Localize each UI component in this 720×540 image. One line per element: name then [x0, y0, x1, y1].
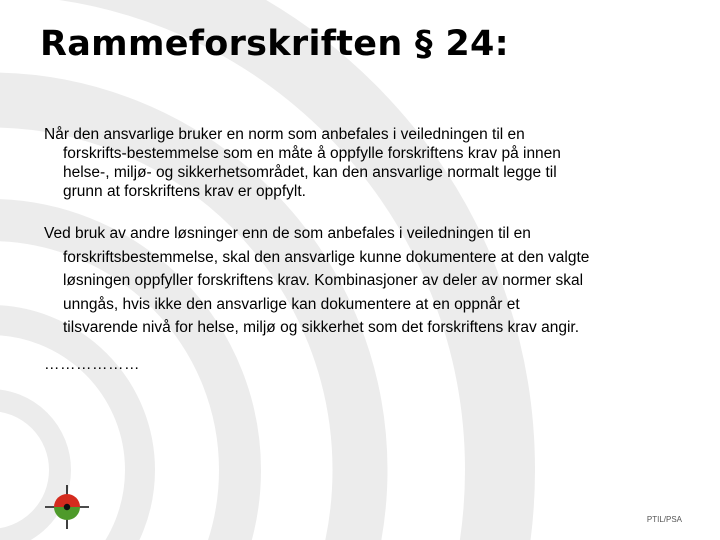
paragraph-line: grunn at forskriftens krav er oppfylt.	[63, 183, 306, 200]
footer-code: PTIL/PSA	[646, 515, 682, 524]
paragraph-line: forskriftsbestemmelse, skal den ansvarlige kunne dokumentere at den valgte	[63, 248, 590, 266]
paragraph-line: tilsvarende nivå for helse, miljø og sikkerhet som det forskriftens krav angir.	[63, 319, 580, 336]
paragraph-line: unngås, hvis ikke den ansvarlige kan dokumentere at en oppnår et	[63, 295, 520, 313]
paragraph-line: Når den ansvarlige bruker en norm som anbefales i veiledningen til en	[44, 126, 525, 143]
slide-title: Rammeforskriften § 24:	[40, 24, 509, 64]
ellipsis-text: ………………	[44, 356, 140, 373]
paragraph-line: helse-, miljø- og sikkerhetsområdet, kan den ansvarlige normalt legge til	[63, 164, 557, 181]
paragraph-line: forskrifts-bestemmelse som en måte å oppfylle forskriftens krav på innen	[63, 145, 561, 162]
crosshair-logo-icon	[44, 484, 90, 530]
paragraph-alternative-solutions	[44, 222, 704, 340]
paragraph-norm-compliance	[44, 125, 704, 201]
paragraph-line: løsningen oppfyller forskriftens krav. Kombinasjoner av deler av normer skal	[63, 272, 584, 289]
paragraph-line: Ved bruk av andre løsninger enn de som anbefales i veiledningen til en	[44, 225, 531, 242]
